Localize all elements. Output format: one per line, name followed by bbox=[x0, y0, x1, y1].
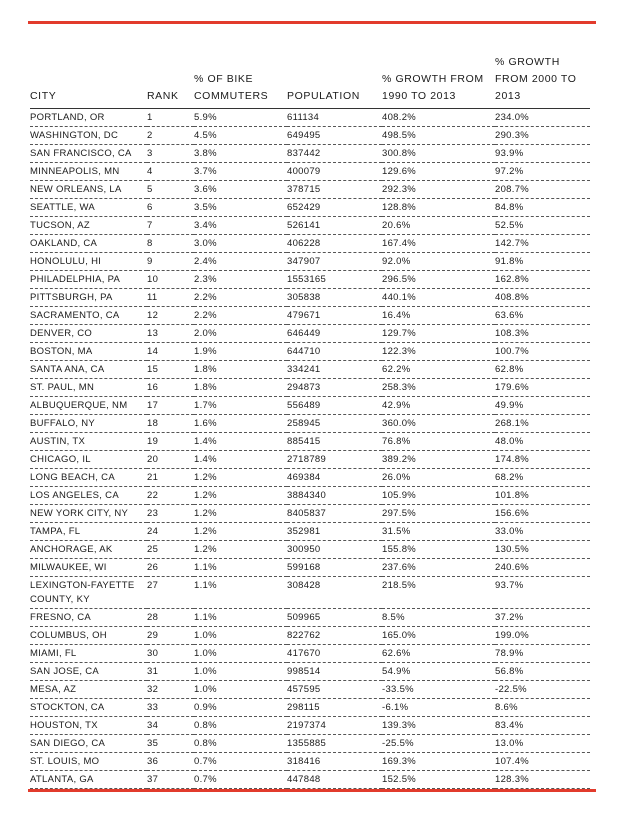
city-cell: PITTSBURGH, PA bbox=[30, 289, 147, 307]
table-row bbox=[30, 271, 590, 289]
rank-cell: 9 bbox=[147, 253, 194, 271]
table-row bbox=[30, 505, 590, 523]
growth-2000-cell: 49.9% bbox=[495, 397, 590, 415]
bike-commuters-cell: 3.8% bbox=[194, 145, 287, 163]
column-header-population: POPULATION bbox=[287, 54, 382, 109]
bike-commuters-table bbox=[30, 54, 590, 789]
rank-cell: 13 bbox=[147, 325, 194, 343]
growth-1990-cell: 16.4% bbox=[382, 307, 495, 325]
population-cell: 1553165 bbox=[287, 271, 382, 289]
growth-1990-cell: -25.5% bbox=[382, 735, 495, 753]
table-row bbox=[30, 469, 590, 487]
rank-cell: 25 bbox=[147, 541, 194, 559]
growth-1990-cell: 296.5% bbox=[382, 271, 495, 289]
table-row bbox=[30, 181, 590, 199]
table-header-row bbox=[30, 54, 590, 109]
table-row bbox=[30, 343, 590, 361]
city-cell: COLUMBUS, OH bbox=[30, 627, 147, 645]
rank-cell: 29 bbox=[147, 627, 194, 645]
growth-1990-cell: 297.5% bbox=[382, 505, 495, 523]
top-accent-rule bbox=[28, 21, 596, 24]
population-cell: 406228 bbox=[287, 235, 382, 253]
population-cell: 509965 bbox=[287, 609, 382, 627]
population-cell: 2197374 bbox=[287, 717, 382, 735]
population-cell: 300950 bbox=[287, 541, 382, 559]
city-cell: PORTLAND, OR bbox=[30, 109, 147, 127]
growth-1990-cell: 292.3% bbox=[382, 181, 495, 199]
rank-cell: 30 bbox=[147, 645, 194, 663]
rank-cell: 26 bbox=[147, 559, 194, 577]
city-cell: PHILADELPHIA, PA bbox=[30, 271, 147, 289]
growth-1990-cell: 105.9% bbox=[382, 487, 495, 505]
growth-2000-cell: 91.8% bbox=[495, 253, 590, 271]
rank-cell: 17 bbox=[147, 397, 194, 415]
table-row bbox=[30, 627, 590, 645]
table-row bbox=[30, 253, 590, 271]
table-row bbox=[30, 663, 590, 681]
growth-2000-cell: 408.8% bbox=[495, 289, 590, 307]
rank-cell: 8 bbox=[147, 235, 194, 253]
rank-cell: 35 bbox=[147, 735, 194, 753]
city-cell: WASHINGTON, DC bbox=[30, 127, 147, 145]
growth-2000-cell: 130.5% bbox=[495, 541, 590, 559]
population-cell: 2718789 bbox=[287, 451, 382, 469]
bike-commuters-cell: 2.4% bbox=[194, 253, 287, 271]
rank-cell: 2 bbox=[147, 127, 194, 145]
city-cell: TAMPA, FL bbox=[30, 523, 147, 541]
bottom-accent-rule bbox=[28, 789, 596, 792]
growth-1990-cell: 128.8% bbox=[382, 199, 495, 217]
growth-1990-cell: 408.2% bbox=[382, 109, 495, 127]
city-cell: LONG BEACH, CA bbox=[30, 469, 147, 487]
growth-1990-cell: 139.3% bbox=[382, 717, 495, 735]
growth-1990-cell: 258.3% bbox=[382, 379, 495, 397]
table-row bbox=[30, 127, 590, 145]
population-cell: 352981 bbox=[287, 523, 382, 541]
growth-1990-cell: 92.0% bbox=[382, 253, 495, 271]
city-cell: HOUSTON, TX bbox=[30, 717, 147, 735]
city-cell: LEXINGTON-FAYETTE COUNTY, KY bbox=[30, 577, 147, 609]
bike-commuters-cell: 3.5% bbox=[194, 199, 287, 217]
growth-2000-cell: 8.6% bbox=[495, 699, 590, 717]
growth-2000-cell: 199.0% bbox=[495, 627, 590, 645]
table-row bbox=[30, 289, 590, 307]
city-cell: BOSTON, MA bbox=[30, 343, 147, 361]
growth-2000-cell: 290.3% bbox=[495, 127, 590, 145]
bike-commuters-cell: 1.2% bbox=[194, 505, 287, 523]
growth-2000-cell: 107.4% bbox=[495, 753, 590, 771]
rank-cell: 18 bbox=[147, 415, 194, 433]
city-cell: MIAMI, FL bbox=[30, 645, 147, 663]
growth-1990-cell: 76.8% bbox=[382, 433, 495, 451]
growth-1990-cell: 122.3% bbox=[382, 343, 495, 361]
bike-commuters-cell: 3.4% bbox=[194, 217, 287, 235]
growth-2000-cell: 142.7% bbox=[495, 235, 590, 253]
growth-2000-cell: 62.8% bbox=[495, 361, 590, 379]
bike-commuters-cell: 0.8% bbox=[194, 717, 287, 735]
rank-cell: 20 bbox=[147, 451, 194, 469]
growth-1990-cell: 237.6% bbox=[382, 559, 495, 577]
bike-commuters-cell: 1.2% bbox=[194, 487, 287, 505]
bike-commuters-cell: 0.8% bbox=[194, 735, 287, 753]
table-row bbox=[30, 717, 590, 735]
table-row bbox=[30, 609, 590, 627]
population-cell: 652429 bbox=[287, 199, 382, 217]
population-cell: 3884340 bbox=[287, 487, 382, 505]
table-row bbox=[30, 415, 590, 433]
population-cell: 837442 bbox=[287, 145, 382, 163]
table-row bbox=[30, 217, 590, 235]
bike-commuters-cell: 1.0% bbox=[194, 663, 287, 681]
growth-2000-cell: 56.8% bbox=[495, 663, 590, 681]
rank-cell: 21 bbox=[147, 469, 194, 487]
population-cell: 646449 bbox=[287, 325, 382, 343]
city-cell: ALBUQUERQUE, NM bbox=[30, 397, 147, 415]
population-cell: 308428 bbox=[287, 577, 382, 609]
rank-cell: 11 bbox=[147, 289, 194, 307]
table-row bbox=[30, 199, 590, 217]
bike-commuters-cell: 1.2% bbox=[194, 469, 287, 487]
growth-1990-cell: 62.6% bbox=[382, 645, 495, 663]
growth-2000-cell: -22.5% bbox=[495, 681, 590, 699]
bike-commuters-cell: 1.4% bbox=[194, 433, 287, 451]
population-cell: 457595 bbox=[287, 681, 382, 699]
rank-cell: 31 bbox=[147, 663, 194, 681]
growth-1990-cell: 129.6% bbox=[382, 163, 495, 181]
population-cell: 556489 bbox=[287, 397, 382, 415]
table-row bbox=[30, 325, 590, 343]
rank-cell: 3 bbox=[147, 145, 194, 163]
population-cell: 298115 bbox=[287, 699, 382, 717]
bike-commuters-cell: 0.9% bbox=[194, 699, 287, 717]
growth-2000-cell: 128.3% bbox=[495, 771, 590, 789]
bike-commuters-cell: 1.4% bbox=[194, 451, 287, 469]
bike-commuters-cell: 2.3% bbox=[194, 271, 287, 289]
city-cell: MINNEAPOLIS, MN bbox=[30, 163, 147, 181]
rank-cell: 4 bbox=[147, 163, 194, 181]
city-cell: SAN DIEGO, CA bbox=[30, 735, 147, 753]
growth-1990-cell: 20.6% bbox=[382, 217, 495, 235]
bike-commuters-cell: 1.7% bbox=[194, 397, 287, 415]
column-header-bike-commuters: % OF BIKE COMMUTERS bbox=[194, 54, 287, 109]
rank-cell: 5 bbox=[147, 181, 194, 199]
growth-2000-cell: 208.7% bbox=[495, 181, 590, 199]
growth-2000-cell: 108.3% bbox=[495, 325, 590, 343]
rank-cell: 10 bbox=[147, 271, 194, 289]
city-cell: BUFFALO, NY bbox=[30, 415, 147, 433]
column-header-growth-1990: % GROWTH FROM 1990 TO 2013 bbox=[382, 54, 495, 109]
growth-2000-cell: 162.8% bbox=[495, 271, 590, 289]
table-row bbox=[30, 307, 590, 325]
bike-commuters-cell: 1.1% bbox=[194, 559, 287, 577]
bike-commuters-cell: 1.8% bbox=[194, 361, 287, 379]
growth-1990-cell: 300.8% bbox=[382, 145, 495, 163]
bike-commuters-cell: 3.6% bbox=[194, 181, 287, 199]
population-cell: 1355885 bbox=[287, 735, 382, 753]
city-cell: NEW ORLEANS, LA bbox=[30, 181, 147, 199]
bike-commuters-cell: 1.2% bbox=[194, 541, 287, 559]
rank-cell: 23 bbox=[147, 505, 194, 523]
table-row bbox=[30, 577, 590, 609]
growth-2000-cell: 52.5% bbox=[495, 217, 590, 235]
growth-1990-cell: 389.2% bbox=[382, 451, 495, 469]
city-cell: MILWAUKEE, WI bbox=[30, 559, 147, 577]
table-row bbox=[30, 699, 590, 717]
growth-1990-cell: 31.5% bbox=[382, 523, 495, 541]
rank-cell: 34 bbox=[147, 717, 194, 735]
bike-commuters-cell: 2.2% bbox=[194, 307, 287, 325]
bike-commuters-cell: 0.7% bbox=[194, 771, 287, 789]
bike-commuters-cell: 2.2% bbox=[194, 289, 287, 307]
bike-commuters-cell: 1.1% bbox=[194, 609, 287, 627]
city-cell: ST. LOUIS, MO bbox=[30, 753, 147, 771]
bike-commuters-cell: 0.7% bbox=[194, 753, 287, 771]
growth-1990-cell: 169.3% bbox=[382, 753, 495, 771]
table-row bbox=[30, 541, 590, 559]
growth-1990-cell: 360.0% bbox=[382, 415, 495, 433]
growth-1990-cell: 498.5% bbox=[382, 127, 495, 145]
rank-cell: 12 bbox=[147, 307, 194, 325]
growth-2000-cell: 93.7% bbox=[495, 577, 590, 609]
city-cell: OAKLAND, CA bbox=[30, 235, 147, 253]
rank-cell: 32 bbox=[147, 681, 194, 699]
population-cell: 479671 bbox=[287, 307, 382, 325]
rank-cell: 33 bbox=[147, 699, 194, 717]
city-cell: ATLANTA, GA bbox=[30, 771, 147, 789]
city-cell: DENVER, CO bbox=[30, 325, 147, 343]
bike-commuters-cell: 1.6% bbox=[194, 415, 287, 433]
growth-1990-cell: 167.4% bbox=[382, 235, 495, 253]
growth-1990-cell: 42.9% bbox=[382, 397, 495, 415]
growth-2000-cell: 101.8% bbox=[495, 487, 590, 505]
rank-cell: 36 bbox=[147, 753, 194, 771]
column-header-rank: RANK bbox=[147, 54, 194, 109]
city-cell: SAN JOSE, CA bbox=[30, 663, 147, 681]
rank-cell: 28 bbox=[147, 609, 194, 627]
bike-commuters-cell: 3.7% bbox=[194, 163, 287, 181]
growth-1990-cell: 129.7% bbox=[382, 325, 495, 343]
growth-2000-cell: 100.7% bbox=[495, 343, 590, 361]
table-row bbox=[30, 433, 590, 451]
rank-cell: 19 bbox=[147, 433, 194, 451]
growth-2000-cell: 63.6% bbox=[495, 307, 590, 325]
city-cell: FRESNO, CA bbox=[30, 609, 147, 627]
growth-1990-cell: 8.5% bbox=[382, 609, 495, 627]
city-cell: ANCHORAGE, AK bbox=[30, 541, 147, 559]
table-row bbox=[30, 163, 590, 181]
growth-2000-cell: 48.0% bbox=[495, 433, 590, 451]
growth-1990-cell: 155.8% bbox=[382, 541, 495, 559]
rank-cell: 22 bbox=[147, 487, 194, 505]
population-cell: 400079 bbox=[287, 163, 382, 181]
population-cell: 447848 bbox=[287, 771, 382, 789]
table-row bbox=[30, 645, 590, 663]
growth-2000-cell: 268.1% bbox=[495, 415, 590, 433]
city-cell: SANTA ANA, CA bbox=[30, 361, 147, 379]
growth-2000-cell: 240.6% bbox=[495, 559, 590, 577]
growth-1990-cell: -6.1% bbox=[382, 699, 495, 717]
growth-2000-cell: 179.6% bbox=[495, 379, 590, 397]
table-row bbox=[30, 379, 590, 397]
city-cell: AUSTIN, TX bbox=[30, 433, 147, 451]
population-cell: 294873 bbox=[287, 379, 382, 397]
table-row bbox=[30, 735, 590, 753]
city-cell: SAN FRANCISCO, CA bbox=[30, 145, 147, 163]
growth-1990-cell: 440.1% bbox=[382, 289, 495, 307]
bike-commuters-cell: 1.0% bbox=[194, 627, 287, 645]
rank-cell: 24 bbox=[147, 523, 194, 541]
population-cell: 347907 bbox=[287, 253, 382, 271]
bike-commuters-cell: 1.1% bbox=[194, 577, 287, 609]
growth-2000-cell: 84.8% bbox=[495, 199, 590, 217]
population-cell: 822762 bbox=[287, 627, 382, 645]
table-row bbox=[30, 361, 590, 379]
column-header-city: CITY bbox=[30, 54, 147, 109]
bike-commuters-cell: 3.0% bbox=[194, 235, 287, 253]
growth-1990-cell: 218.5% bbox=[382, 577, 495, 609]
city-cell: STOCKTON, CA bbox=[30, 699, 147, 717]
population-cell: 599168 bbox=[287, 559, 382, 577]
growth-1990-cell: 165.0% bbox=[382, 627, 495, 645]
city-cell: LOS ANGELES, CA bbox=[30, 487, 147, 505]
growth-1990-cell: 152.5% bbox=[382, 771, 495, 789]
population-cell: 258945 bbox=[287, 415, 382, 433]
population-cell: 649495 bbox=[287, 127, 382, 145]
city-cell: NEW YORK CITY, NY bbox=[30, 505, 147, 523]
bike-commuters-cell: 5.9% bbox=[194, 109, 287, 127]
growth-2000-cell: 13.0% bbox=[495, 735, 590, 753]
bike-commuters-cell: 1.0% bbox=[194, 645, 287, 663]
city-cell: MESA, AZ bbox=[30, 681, 147, 699]
population-cell: 378715 bbox=[287, 181, 382, 199]
growth-2000-cell: 93.9% bbox=[495, 145, 590, 163]
rank-cell: 14 bbox=[147, 343, 194, 361]
growth-2000-cell: 78.9% bbox=[495, 645, 590, 663]
rank-cell: 16 bbox=[147, 379, 194, 397]
city-cell: SACRAMENTO, CA bbox=[30, 307, 147, 325]
table-row bbox=[30, 451, 590, 469]
city-cell: ST. PAUL, MN bbox=[30, 379, 147, 397]
city-cell: SEATTLE, WA bbox=[30, 199, 147, 217]
bike-commuters-cell: 2.0% bbox=[194, 325, 287, 343]
city-cell: CHICAGO, IL bbox=[30, 451, 147, 469]
growth-1990-cell: 26.0% bbox=[382, 469, 495, 487]
table-row bbox=[30, 109, 590, 127]
rank-cell: 37 bbox=[147, 771, 194, 789]
table-row bbox=[30, 559, 590, 577]
rank-cell: 1 bbox=[147, 109, 194, 127]
bike-commuters-cell: 1.9% bbox=[194, 343, 287, 361]
table-body bbox=[30, 109, 590, 789]
population-cell: 417670 bbox=[287, 645, 382, 663]
growth-2000-cell: 83.4% bbox=[495, 717, 590, 735]
growth-2000-cell: 37.2% bbox=[495, 609, 590, 627]
table-row bbox=[30, 397, 590, 415]
population-cell: 305838 bbox=[287, 289, 382, 307]
growth-1990-cell: -33.5% bbox=[382, 681, 495, 699]
growth-2000-cell: 234.0% bbox=[495, 109, 590, 127]
bike-commuters-cell: 1.0% bbox=[194, 681, 287, 699]
city-cell: TUCSON, AZ bbox=[30, 217, 147, 235]
population-cell: 998514 bbox=[287, 663, 382, 681]
rank-cell: 27 bbox=[147, 577, 194, 609]
rank-cell: 15 bbox=[147, 361, 194, 379]
population-cell: 318416 bbox=[287, 753, 382, 771]
table-row bbox=[30, 235, 590, 253]
rank-cell: 7 bbox=[147, 217, 194, 235]
population-cell: 644710 bbox=[287, 343, 382, 361]
population-cell: 469384 bbox=[287, 469, 382, 487]
population-cell: 8405837 bbox=[287, 505, 382, 523]
growth-2000-cell: 97.2% bbox=[495, 163, 590, 181]
population-cell: 526141 bbox=[287, 217, 382, 235]
table-row bbox=[30, 523, 590, 541]
table-row bbox=[30, 487, 590, 505]
growth-1990-cell: 62.2% bbox=[382, 361, 495, 379]
bike-commuters-cell: 1.2% bbox=[194, 523, 287, 541]
city-cell: HONOLULU, HI bbox=[30, 253, 147, 271]
growth-2000-cell: 68.2% bbox=[495, 469, 590, 487]
table-row bbox=[30, 681, 590, 699]
population-cell: 611134 bbox=[287, 109, 382, 127]
column-header-growth-2000: % GROWTH FROM 2000 TO 2013 bbox=[495, 54, 590, 109]
rank-cell: 6 bbox=[147, 199, 194, 217]
table-row bbox=[30, 771, 590, 789]
population-cell: 885415 bbox=[287, 433, 382, 451]
growth-2000-cell: 174.8% bbox=[495, 451, 590, 469]
growth-2000-cell: 156.6% bbox=[495, 505, 590, 523]
population-cell: 334241 bbox=[287, 361, 382, 379]
bike-commuters-cell: 4.5% bbox=[194, 127, 287, 145]
table-row bbox=[30, 145, 590, 163]
growth-1990-cell: 54.9% bbox=[382, 663, 495, 681]
growth-2000-cell: 33.0% bbox=[495, 523, 590, 541]
table-row bbox=[30, 753, 590, 771]
bike-commuters-cell: 1.8% bbox=[194, 379, 287, 397]
